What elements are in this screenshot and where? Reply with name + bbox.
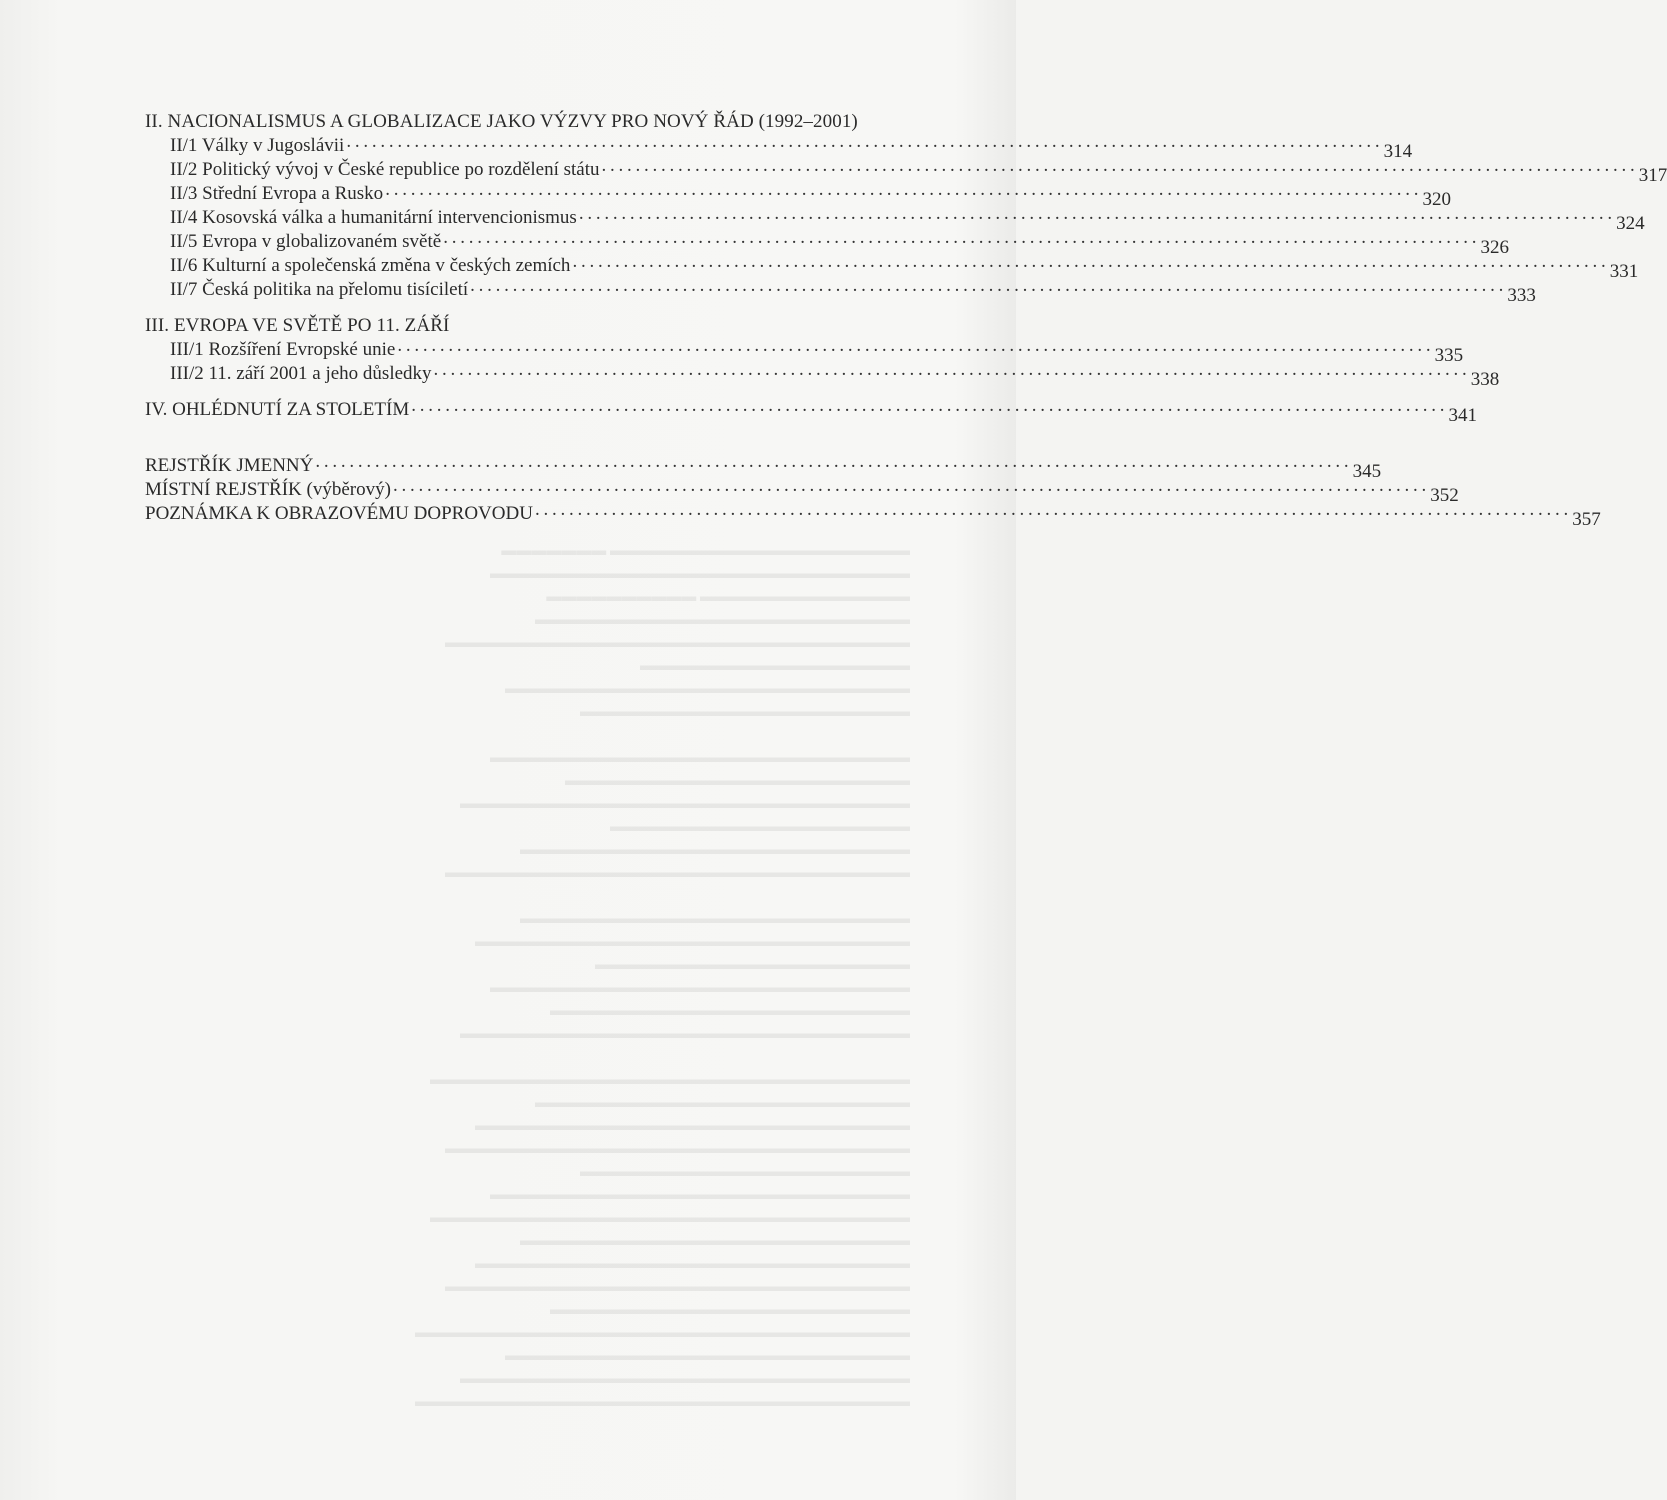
toc-page-number: 335 xyxy=(1434,345,1464,366)
toc-page-number: 324 xyxy=(1616,213,1645,234)
toc-page-number: 326 xyxy=(1480,237,1509,258)
toc-entry-label: II/5 Evropa v globalizovaném světě xyxy=(170,231,442,252)
toc-entry-label: REJSTŘÍK JMENNÝ xyxy=(145,455,314,476)
dot-leader xyxy=(315,450,1348,474)
toc-entry-label: II/7 Česká politika na přelomu tisíciletí xyxy=(170,279,469,300)
toc-entry-epilogue[interactable] xyxy=(145,398,1477,426)
toc-entry-label: MÍSTNÍ REJSTŘÍK (výběrový) xyxy=(145,479,391,500)
show-through-text: ▬▬▬▬▬▬▬▬▬▬▬▬▬▬▬▬▬▬▬▬ ▬▬▬▬▬▬▬ ▬▬▬▬▬▬▬▬▬▬▬▬▬▬▬▬▬▬▬▬▬▬▬▬▬▬▬▬ ▬▬▬▬▬▬▬▬▬▬▬▬▬▬ ▬▬▬▬▬▬▬▬▬▬ ▬▬▬▬▬▬▬▬▬▬▬▬▬▬▬▬▬▬▬▬▬▬▬▬▬ ▬▬▬▬▬▬▬▬▬▬▬▬▬▬▬▬▬▬▬▬▬▬▬▬▬▬▬▬▬▬▬ ▬▬▬▬▬▬▬▬▬▬▬▬▬▬▬▬▬▬ ▬▬▬▬▬▬▬▬▬▬▬▬▬▬▬▬▬▬▬▬▬▬▬▬▬▬▬ ▬▬▬▬▬▬▬▬▬▬▬▬▬▬▬▬▬▬▬▬▬▬ ▬▬▬▬▬▬▬▬▬▬▬▬▬▬▬▬▬▬▬▬▬▬▬▬▬▬▬▬ ▬▬▬▬▬▬▬▬▬▬▬▬▬▬▬▬▬▬▬▬▬▬▬ ▬▬▬▬▬▬▬▬▬▬▬▬▬▬▬▬▬▬▬▬▬▬▬▬▬▬▬▬▬▬ ▬▬▬▬▬▬▬▬▬▬▬▬▬▬▬▬▬▬▬▬ ▬▬▬▬▬▬▬▬▬▬▬▬▬▬▬▬▬▬▬▬▬▬▬▬▬▬ ▬▬▬▬▬▬▬▬▬▬▬▬▬▬▬▬▬▬▬▬▬▬▬▬▬▬▬▬▬▬▬ ▬▬▬▬▬▬▬▬▬▬▬▬▬▬▬▬▬▬▬▬▬▬▬▬▬▬ ▬▬▬▬▬▬▬▬▬▬▬▬▬▬▬▬▬▬▬▬▬▬▬▬▬▬▬▬▬ ▬▬▬▬▬▬▬▬▬▬▬▬▬▬▬▬▬▬▬▬▬ ▬▬▬▬▬▬▬▬▬▬▬▬▬▬▬▬▬▬▬▬▬▬▬▬▬▬▬▬ ▬▬▬▬▬▬▬▬▬▬▬▬▬▬▬▬▬▬▬▬▬▬▬▬ ▬▬▬▬▬▬▬▬▬▬▬▬▬▬▬▬▬▬▬▬▬▬▬▬▬▬▬▬▬▬ ▬▬▬▬▬▬▬▬▬▬▬▬▬▬▬▬▬▬▬▬▬▬▬▬▬▬▬▬▬▬▬▬ ▬▬▬▬▬▬▬▬▬▬▬▬▬▬▬▬▬▬▬▬▬▬▬▬▬ ▬▬▬▬▬▬▬▬▬▬▬▬▬▬▬▬▬▬▬▬▬▬▬▬▬▬▬▬▬ ▬▬▬▬▬▬▬▬▬▬▬▬▬▬▬▬▬▬▬▬▬▬▬▬▬▬▬▬▬▬▬ ▬▬▬▬▬▬▬▬▬▬▬▬▬▬▬▬▬▬▬▬▬▬ ▬▬▬▬▬▬▬▬▬▬▬▬▬▬▬▬▬▬▬▬▬▬▬▬▬▬▬▬ ▬▬▬▬▬▬▬▬▬▬▬▬▬▬▬▬▬▬▬▬▬▬▬▬▬▬▬▬▬▬▬▬ ▬▬▬▬▬▬▬▬▬▬▬▬▬▬▬▬▬▬▬▬▬▬▬▬▬▬ ▬▬▬▬▬▬▬▬▬▬▬▬▬▬▬▬▬▬▬▬▬▬▬▬▬▬▬▬▬ ▬▬▬▬▬▬▬▬▬▬▬▬▬▬▬▬▬▬▬▬▬▬▬▬▬▬▬▬▬▬▬ ▬▬▬▬▬▬▬▬▬▬▬▬▬▬▬▬▬▬▬▬▬▬▬▬ ▬▬▬▬▬▬▬▬▬▬▬▬▬▬▬▬▬▬▬▬▬▬▬▬▬▬▬▬▬▬▬▬▬ ▬▬▬▬▬▬▬▬▬▬▬▬▬▬▬▬▬▬▬▬▬▬▬▬▬▬▬ ▬▬▬▬▬▬▬▬▬▬▬▬▬▬▬▬▬▬▬▬▬▬▬▬▬▬▬▬▬▬ ▬▬▬▬▬▬▬▬▬▬▬▬▬▬▬▬▬▬▬▬▬▬▬▬▬▬▬▬▬▬▬▬▬ xyxy=(415,543,910,1410)
toc-entry-label: IV. OHLÉDNUTÍ ZA STOLETÍM xyxy=(145,399,410,420)
table-of-contents xyxy=(145,110,1667,530)
toc-entry-label: III/1 Rozšíření Evropské unie xyxy=(170,339,396,360)
dot-leader xyxy=(470,274,1503,298)
toc-entry-label: II/3 Střední Evropa a Rusko xyxy=(170,183,384,204)
toc-entry[interactable] xyxy=(145,362,1500,390)
dot-leader xyxy=(535,498,1568,522)
dot-leader xyxy=(443,226,1476,250)
toc-page-number: 317 xyxy=(1638,165,1667,186)
dot-leader xyxy=(385,178,1418,202)
toc-page-number: 331 xyxy=(1609,261,1639,282)
toc-page-number: 357 xyxy=(1572,509,1601,530)
section-heading: III. EVROPA VE SVĚTĚ PO 11. ZÁŘÍ xyxy=(145,315,450,336)
dot-leader xyxy=(579,202,1612,226)
toc-entry-label: II/2 Politický vývoj v České republice po rozdělení státu xyxy=(170,159,600,180)
dot-leader xyxy=(572,250,1605,274)
dot-leader xyxy=(397,334,1430,358)
toc-page-number: 338 xyxy=(1470,369,1500,390)
dot-leader xyxy=(346,130,1379,154)
dot-leader xyxy=(434,358,1467,382)
toc-entry-label: III/2 11. září 2001 a jeho důsledky xyxy=(170,363,432,384)
dot-leader xyxy=(602,154,1635,178)
toc-entry-label: II/1 Války v Jugoslávii xyxy=(170,135,345,156)
dot-leader xyxy=(411,394,1444,418)
toc-page-number: 333 xyxy=(1507,285,1536,306)
toc-entry[interactable] xyxy=(145,278,1536,306)
toc-page-number: 314 xyxy=(1383,141,1413,162)
toc-page-number: 341 xyxy=(1448,405,1477,426)
toc-entry-label: II/4 Kosovská válka a humanitární intervencionismus xyxy=(170,207,577,228)
toc-entry-label: II/6 Kulturní a společenská změna v českých zemích xyxy=(170,255,571,276)
toc-entry-index[interactable] xyxy=(145,502,1601,530)
dot-leader xyxy=(393,474,1426,498)
toc-page-number: 352 xyxy=(1430,485,1459,506)
toc-page-number: 320 xyxy=(1422,189,1451,210)
toc-entry-label: POZNÁMKA K OBRAZOVÉMU DOPROVODU xyxy=(145,503,533,524)
section-heading: II. NACIONALISMUS A GLOBALIZACE JAKO VÝZVY PRO NOVÝ ŘÁD (1992–2001) xyxy=(145,111,858,132)
toc-page-number: 345 xyxy=(1352,461,1382,482)
